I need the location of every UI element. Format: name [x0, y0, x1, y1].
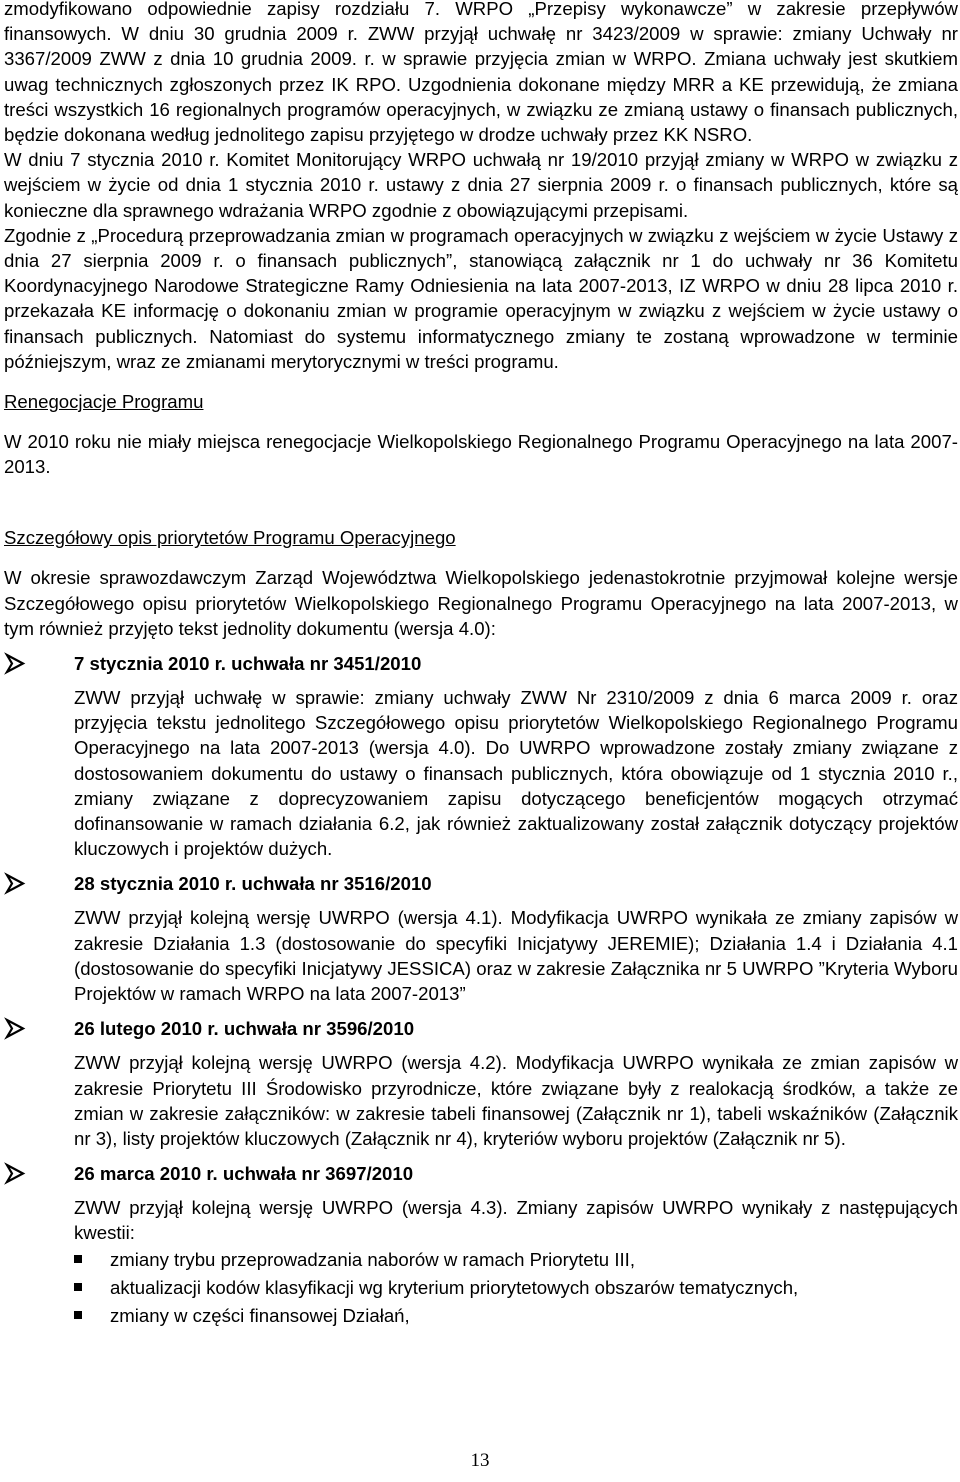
list-item: zmiany w części finansowej Działań,: [74, 1302, 958, 1330]
detailed-description-text: W okresie sprawozdawczym Zarząd Województwa Wielkopolskiego jedenastokrotnie przyjmował kolejne wersje Szczegółowego opisu priorytetów Wielkopolskiego Regionalnego Programu Operacyjnego na lata 2007-2013, w tym również przyjęto tekst jednolity dokumentu (wersja 4.0):: [4, 567, 958, 639]
resolution-text: ZWW przyjął kolejną wersję UWRPO (wersja 4.2). Modyfikacja UWRPO wynikała ze zmian zapisów w zakresie Priorytetu III Środowisko przyrodnicze, które związane były z realokacją środków, a także ze zmian w zakresie załączników: w zakresie tabeli finansowej (Załącznik nr 1), tabeli wskaźników (Załącznik nr 3), listy projektów kluczowych (Załącznik nr 4), kryteriów wyboru projektów (Załącznik nr 5).: [74, 1052, 958, 1149]
list-item: zmiany trybu przeprowadzania naborów w ramach Priorytetu III,: [74, 1246, 958, 1274]
resolution-entry: [4, 651, 958, 861]
resolution-text: ZWW przyjął kolejną wersję UWRPO (wersja 4.1). Modyfikacja UWRPO wynikała ze zmiany zapisów w zakresie Działania 1.3 (dostosowanie do specyfiki Inicjatywy JEREMIE); Działania 1.4 i Działania 4.1 (dostosowanie do specyfiki Inicjatywy JESSICA) oraz w zakresie Załącznika nr 5 UWRPO ”Kryteria Wyboru Projektów w ramach WRPO na lata 2007-2013”: [74, 907, 958, 1005]
resolution-title: 26 marca 2010 r. uchwała nr 3697/2010: [74, 1163, 414, 1185]
arrowhead-bullet-icon: [4, 1161, 26, 1186]
change-list: [4, 1246, 958, 1330]
resolution-title: 7 stycznia 2010 r. uchwała nr 3451/2010: [74, 653, 422, 675]
resolution-title: 26 lutego 2010 r. uchwała nr 3596/2010: [74, 1018, 415, 1040]
body-paragraph: zmodyfikowano odpowiednie zapisy rozdziału 7. WRPO „Przepisy wykonawcze” w zakresie przepływów finansowych. W dniu 30 grudnia 2009 r. ZWW przyjął uchwałę nr 3423/2009 w sprawie: zmiany Uchwały nr 3367/2009 ZWW z dnia 10 grudnia 2009. r. w sprawie przyjęcia zmian w WRPO. Zmiana uchwały jest skutkiem uwag technicznych zgłoszonych przez IK RPO. Uzgodnienia dokonane między MRR a KE przewidują, że zmiana treści wszystkich 16 regionalnych programów operacyjnych, w związku ze zmianą ustawy o finansach publicznych, będzie dokonana według jednolitego zapisu przyjętego w drodze uchwały przez KK NSRO.: [4, 0, 958, 146]
resolution-entry: [4, 1016, 958, 1151]
resolution-entry: [4, 1161, 958, 1329]
square-bullet-icon: [74, 1283, 82, 1291]
arrowhead-bullet-icon: [4, 1016, 26, 1041]
section-heading-detailed-description: Szczegółowy opis priorytetów Programu Operacyjnego: [4, 527, 456, 549]
arrowhead-bullet-icon: [4, 871, 26, 896]
body-paragraph: W dniu 7 stycznia 2010 r. Komitet Monitorujący WRPO uchwałą nr 19/2010 przyjął zmiany w WRPO w związku z wejściem w życie od dnia 1 stycznia 2010 r. ustawy z dnia 27 sierpnia 2009 r. o finansach publicznych, które są konieczne dla sprawnego wdrażania WRPO zgodnie z obowiązującymi przepisami.: [4, 149, 958, 221]
body-paragraph: Zgodnie z „Procedurą przeprowadzania zmian w programach operacyjnych w związku z wejściem w życie Ustawy z dnia 27 sierpnia 2009 r. o finansach publicznych”, stanowiącą załącznik nr 1 do uchwały nr 36 Komitetu Koordynacyjnego Narodowe Strategiczne Ramy Odniesienia na lata 2007-2013, IZ WRPO w dniu 28 lipca 2010 r. przekazała KE informację o dokonaniu zmian w programie operacyjnym w związku z wejściem w życie ustawy o finansach publicznych. Natomiast do systemu informatycznego zmiany te zostaną wprowadzone w terminie późniejszym, wraz ze zmianami merytorycznymi w treści programu.: [4, 224, 958, 372]
resolution-text: ZWW przyjął uchwałę w sprawie: zmiany uchwały ZWW Nr 2310/2009 z dnia 6 marca 2009 r. oraz przyjęcia tekstu jednolitego Szczegółowego opisu priorytetów Wielkopolskiego Regionalnego Programu Operacyjnego na lata 2007-2013 (wersja 4.0). Do UWRPO wprowadzone zostały zmiany związane z dostosowaniem dokumentu do ustawy o finansach publicznych, która obowiązuje od 1 stycznia 2010 r., zmiany związane z doprecyzowaniem zapisu dotyczącego beneficjentów mogących otrzymać dofinansowanie w ramach działania 6.2, jak również zaktualizowany został załącznik dotyczący projektów kluczowych i projektów dużych.: [74, 687, 958, 860]
resolution-entry: [4, 871, 958, 1006]
square-bullet-icon: [74, 1255, 82, 1263]
resolution-title: 28 stycznia 2010 r. uchwała nr 3516/2010: [74, 873, 432, 895]
page-number: 13: [470, 1450, 490, 1471]
square-bullet-icon: [74, 1311, 82, 1319]
renegotiation-text: W 2010 roku nie miały miejsca renegocjacje Wielkopolskiego Regionalnego Programu Operacyjnego na lata 2007-2013.: [4, 431, 958, 478]
list-item: aktualizacji kodów klasyfikacji wg kryterium priorytetowych obszarów tematycznych,: [74, 1274, 958, 1302]
section-heading-renegotiation: Renegocjacje Programu: [4, 391, 204, 413]
resolution-text: ZWW przyjął kolejną wersję UWRPO (wersja 4.3). Zmiany zapisów UWRPO wynikały z następujących kwestii:: [74, 1197, 958, 1244]
arrowhead-bullet-icon: [4, 651, 26, 676]
